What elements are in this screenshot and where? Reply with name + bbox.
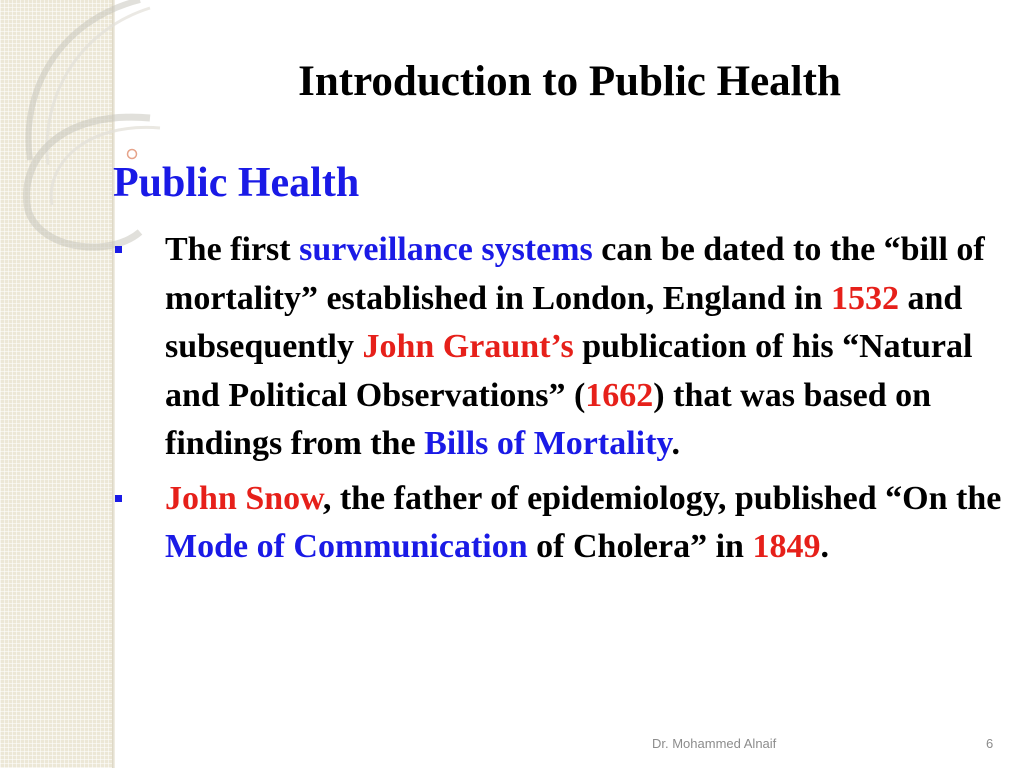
bullet-item: [113, 475, 1003, 572]
section-heading: Public Health: [113, 160, 360, 206]
square-bullet-icon: [115, 246, 122, 253]
bullet-text: , the father of epidemiology, published “On the: [322, 479, 1002, 517]
small-ring-accent: [128, 150, 137, 159]
slide-title: Introduction to Public Health: [298, 58, 841, 105]
bullet-item: [113, 226, 1003, 469]
decorative-swirl-graphic: [0, 0, 240, 260]
footer-author: Dr. Mohammed Alnaif: [652, 736, 777, 751]
highlighted-term: 1662: [585, 376, 654, 414]
bullet-text: .: [820, 528, 829, 565]
square-bullet-icon: [115, 495, 122, 502]
bullet-text: ) that was based on findings from the: [165, 376, 932, 462]
highlighted-term: John Graunt’s: [362, 328, 574, 365]
highlighted-term: 1532: [831, 279, 900, 317]
highlighted-term: Mode of Communication: [165, 528, 528, 565]
bullet-text: publication of his “Natural and Political Observations” (: [165, 328, 973, 414]
highlighted-term: surveillance systems: [299, 231, 593, 268]
bullet-text: and subsequently: [165, 279, 963, 365]
bullet-text: of Cholera” in: [527, 528, 753, 565]
page-number: 6: [986, 736, 994, 751]
highlighted-term: 1849: [752, 528, 821, 565]
bullet-text: can be dated to the “bill of mortality” established in London, England in: [165, 231, 985, 317]
highlighted-term: John Snow: [165, 479, 323, 517]
bullet-text: The first: [165, 231, 300, 268]
bullet-list: [113, 226, 1003, 578]
bullet-text: .: [671, 425, 681, 462]
highlighted-term: Bills of Mortality: [424, 425, 672, 462]
